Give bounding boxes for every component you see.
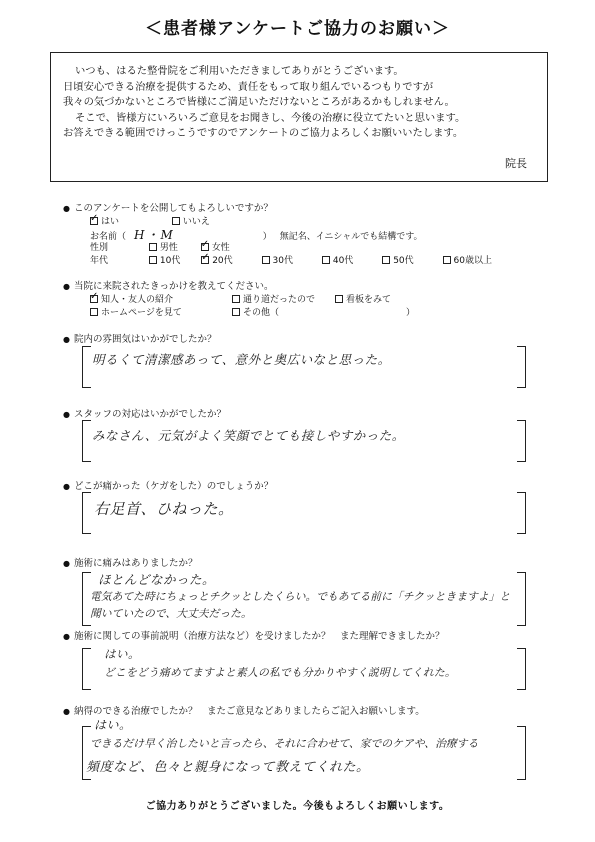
option-label: 看板をみて xyxy=(346,295,392,305)
checkbox-icon[interactable] xyxy=(232,308,240,316)
bullet-icon: ● xyxy=(63,282,70,291)
bullet-icon: ● xyxy=(63,632,70,641)
name-close: ） xyxy=(262,232,272,242)
age-row xyxy=(90,253,492,266)
question-text: どこが痛かった（ケガをした）のでしょうか？ xyxy=(74,481,274,492)
intro-line: いつも、はるた整骨院をご利用いただきましてありがとうございます。 xyxy=(75,65,404,77)
bullet-icon: ● xyxy=(63,482,70,491)
question-text: このアンケートを公開してもよろしいですか？ xyxy=(74,203,273,214)
checkbox-icon[interactable] xyxy=(172,217,180,225)
bullet-icon: ● xyxy=(63,335,70,344)
answer-injury[interactable]: 右足首、ひねった。 xyxy=(94,500,234,518)
option-label: 男性 xyxy=(159,243,178,253)
trigger-options-row2 xyxy=(90,305,420,318)
question-text: 院内の雰囲気はいかがでしたか？ xyxy=(74,334,217,345)
gender-label: 性別 xyxy=(90,243,109,253)
age-option[interactable] xyxy=(443,256,492,266)
option-label: 50代 xyxy=(393,256,414,266)
bullet-icon: ● xyxy=(63,707,70,716)
checkbox-checked-icon[interactable] xyxy=(201,256,209,264)
other-close: ） xyxy=(406,308,416,318)
option-label: 20代 xyxy=(212,256,233,266)
age-option[interactable] xyxy=(149,256,180,266)
checkbox-checked-icon[interactable] xyxy=(90,295,98,303)
gender-male[interactable] xyxy=(149,243,178,253)
answer-bracket-left xyxy=(82,346,91,388)
checkbox-icon[interactable] xyxy=(232,295,240,303)
option-label: 60歳以上 xyxy=(453,256,492,266)
checkbox-icon[interactable] xyxy=(322,256,330,264)
answer-bracket-right xyxy=(517,726,526,780)
checkbox-icon[interactable] xyxy=(149,256,157,264)
answer-pain-line[interactable]: ほとんどなかった。 xyxy=(98,572,216,587)
question-atmosphere xyxy=(63,331,217,345)
option-label: その他（ xyxy=(243,308,280,318)
answer-bracket-right xyxy=(517,420,526,462)
question-text: 納得のできる治療でしたか？ またご意見などありましたらご記入お願いします。 xyxy=(74,706,425,717)
checkbox-icon[interactable] xyxy=(149,243,157,251)
trigger-option[interactable] xyxy=(232,292,315,305)
option-label: 10代 xyxy=(159,256,181,266)
question-publish xyxy=(63,200,273,214)
checkbox-icon[interactable] xyxy=(262,256,270,264)
name-value[interactable]: H・M xyxy=(134,228,175,242)
checkbox-icon[interactable] xyxy=(335,295,343,303)
option-label: 40代 xyxy=(332,256,354,266)
answer-pain-line[interactable]: 聞いていたので、大丈夫だった。 xyxy=(90,607,252,620)
intro-line: そこで、皆様方にいろいろご意見をお聞きし、今後の治療に役立てたいと思います。 xyxy=(75,111,466,124)
name-note: 無記名、イニシャルでも結構です。 xyxy=(279,232,423,242)
checkbox-icon[interactable] xyxy=(90,308,98,316)
answer-bracket-left xyxy=(82,420,91,462)
intro-box xyxy=(50,52,548,182)
question-pain xyxy=(63,555,198,569)
intro-line: お答えできる範囲でけっこうですのでアンケートのご協力よろしくお願いいたします。 xyxy=(63,127,464,140)
checkbox-icon[interactable] xyxy=(443,256,451,264)
question-staff xyxy=(63,406,227,420)
age-option[interactable] xyxy=(382,256,413,266)
trigger-option[interactable] xyxy=(335,292,391,305)
answer-atmosphere[interactable]: 明るくて清潔感あって、意外と奥広いなと思った。 xyxy=(92,352,391,367)
question-satisfaction xyxy=(63,703,425,717)
option-label: 知人・友人の紹介 xyxy=(101,295,174,305)
signature: 院長 xyxy=(505,157,527,171)
bullet-icon: ● xyxy=(63,410,70,419)
question-injury xyxy=(63,478,274,492)
bullet-icon: ● xyxy=(63,204,70,213)
question-text: 施術に痛みはありましたか？ xyxy=(74,558,198,569)
page-title: ＜患者様アンケートご協力のお願い＞ xyxy=(145,19,450,39)
option-label: 女性 xyxy=(211,243,230,253)
answer-bracket-right xyxy=(517,492,526,534)
answer-bracket-right xyxy=(517,346,526,388)
checkbox-icon[interactable] xyxy=(382,256,390,264)
answer-bracket-right xyxy=(517,648,526,690)
checkbox-checked-icon[interactable] xyxy=(90,217,98,225)
answer-pain-line[interactable]: 電気あてた時にちょっとチクッとしたくらい。でもあてる前に「チクッときますよ」と xyxy=(90,590,511,603)
question-explanation xyxy=(63,628,445,642)
answer-staff[interactable]: みなさん、元気がよく笑顔でとても接しやすかった。 xyxy=(92,428,405,443)
answer-explanation-line[interactable]: はい。 xyxy=(104,647,140,661)
name-label: お名前（ xyxy=(90,232,127,242)
trigger-option-other[interactable] xyxy=(232,305,279,318)
trigger-option[interactable] xyxy=(90,308,182,318)
age-label: 年代 xyxy=(90,256,109,266)
option-label: 通り道だったので xyxy=(243,295,316,305)
question-text: 施術に関しての事前説明（治療方法など）を受けましたか？ また理解できましたか？ xyxy=(74,631,445,642)
answer-satisfaction-line[interactable]: はい。 xyxy=(94,718,132,732)
bullet-icon: ● xyxy=(63,559,70,568)
question-text: 当院に来院されたきっかけを教えてください。 xyxy=(74,281,274,292)
answer-explanation-line[interactable]: どこをどう痛めてますよと素人の私でも分かりやすく説明してくれた。 xyxy=(104,666,456,679)
answer-bracket-left xyxy=(82,492,91,534)
trigger-option[interactable] xyxy=(90,295,173,305)
footer-thanks: ご協力ありがとうございました。今後もよろしくお願いします。 xyxy=(145,801,450,812)
option-label: ホームページを見て xyxy=(101,308,182,318)
checkbox-checked-icon[interactable] xyxy=(201,243,209,251)
trigger-options-row1 xyxy=(90,292,392,305)
answer-bracket-right xyxy=(517,572,526,626)
age-option[interactable] xyxy=(262,256,293,266)
intro-line: 我々の気づかないところで皆様にご満足いただけないところがあるかもしれません。 xyxy=(63,96,455,109)
answer-satisfaction-line[interactable]: 頻度など、色々と親身になって教えてくれた。 xyxy=(86,760,370,775)
answer-satisfaction-line[interactable]: できるだけ早く治したいと言ったら、それに合わせて、家でのケアや、治療する xyxy=(90,737,479,750)
age-option[interactable] xyxy=(201,256,232,266)
answer-bracket-left xyxy=(82,648,91,690)
option-label: はい xyxy=(101,217,120,227)
question-text: スタッフの対応はいかがでしたか？ xyxy=(74,409,227,420)
age-option[interactable] xyxy=(322,256,353,266)
option-label: 30代 xyxy=(272,256,293,266)
intro-line: 日頃安心できる治療を提供するため、責任をもって取り組んでいるつもりですが xyxy=(63,80,434,93)
option-label: いいえ xyxy=(182,217,210,227)
question-trigger xyxy=(63,278,274,292)
